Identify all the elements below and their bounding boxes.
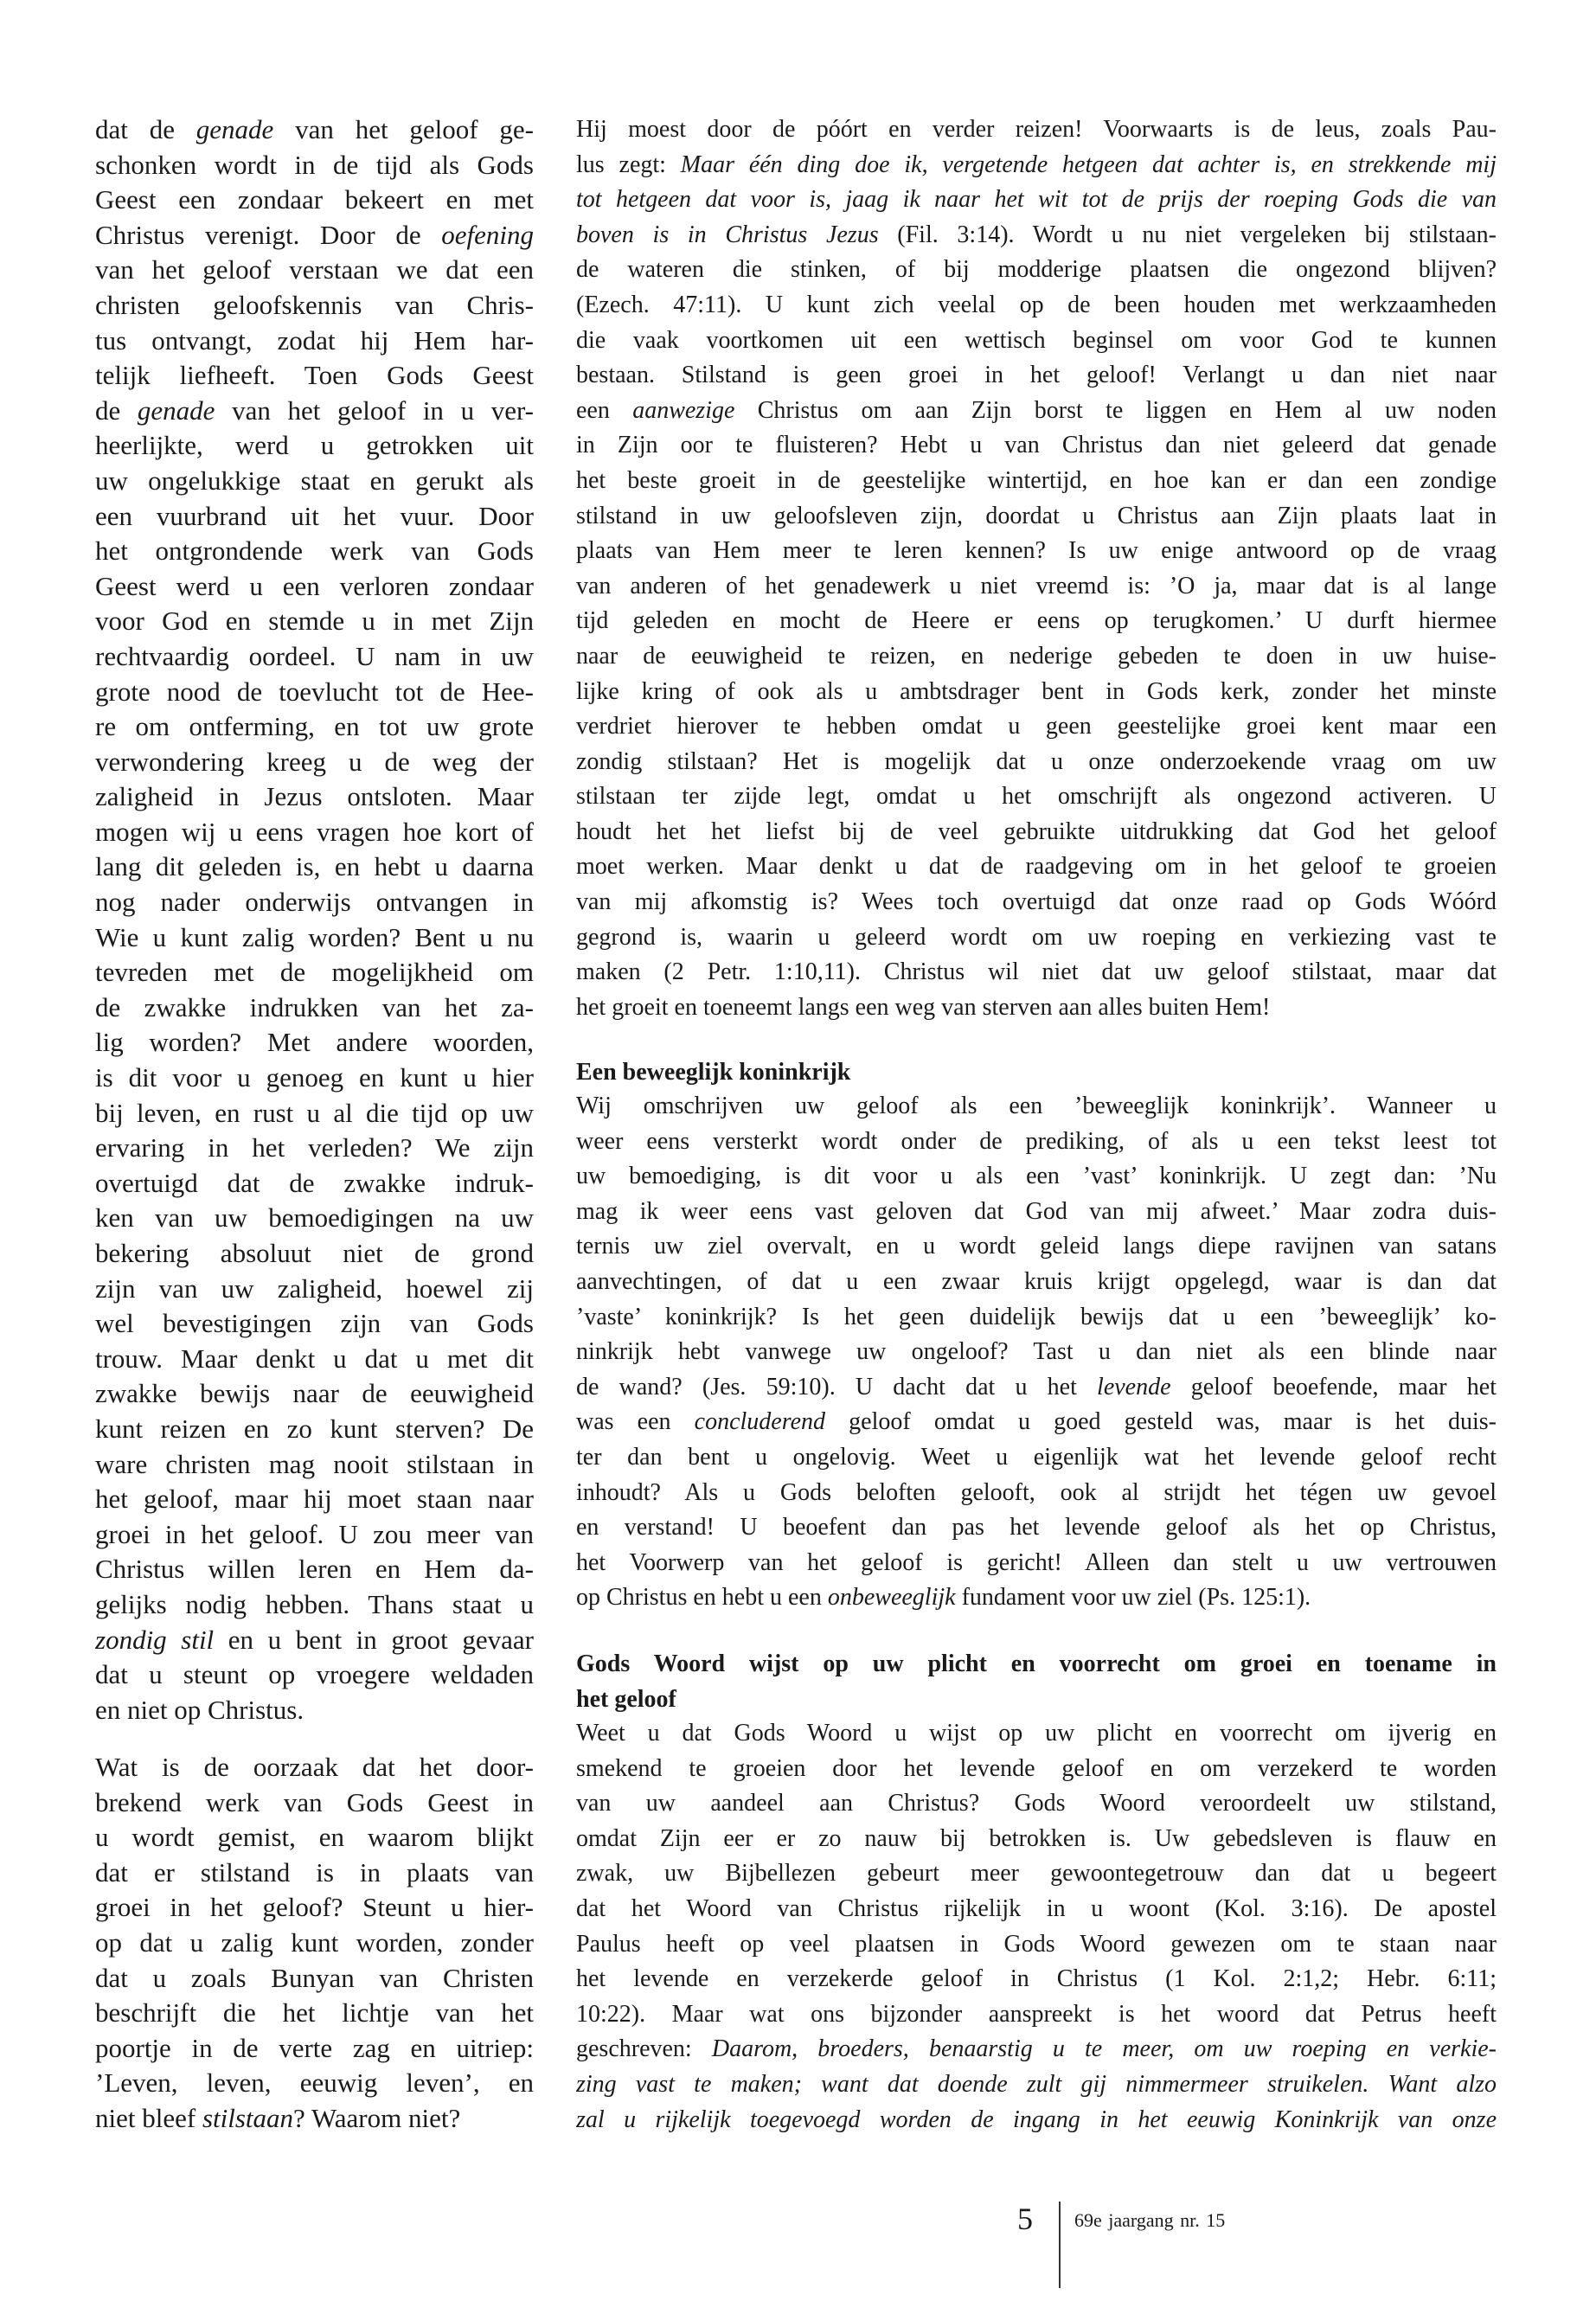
right-column-paragraph-3	[576, 1716, 1497, 2138]
text-line	[95, 569, 534, 605]
text-line	[95, 709, 534, 745]
text-segment: het beste groeit in de geestelijke wintertijd, en hoe kan er dan een zondige	[576, 466, 1497, 494]
text-segment: groei in het geloof. U zou meer van	[95, 1518, 534, 1549]
text-segment: van anderen of het genadewerk u niet vreemd is: ’O ja, maar dat is al lange	[576, 572, 1497, 599]
text-line	[576, 1370, 1497, 1406]
text-segment: Christus willen leren en Hem da-	[95, 1554, 534, 1585]
text-segment: de zwakke indrukken van het za-	[95, 991, 534, 1022]
text-segment: geschreven:	[576, 2035, 712, 2063]
text-segment: (Ezech. 47:11). U kunt zich veelal op de been houden met werkzaamheden	[576, 291, 1497, 318]
text-segment: was een	[576, 1408, 695, 1436]
text-line	[576, 1195, 1497, 1230]
text-segment: dat u steunt op vroegere weldaden	[95, 1659, 534, 1690]
text-line	[576, 534, 1497, 569]
italic-text: concluderend	[694, 1408, 826, 1436]
text-segment: Wie u kunt zalig worden? Bent u nu	[95, 921, 534, 952]
left-column-paragraph-2	[95, 1750, 534, 2137]
text-line	[95, 1166, 534, 1202]
text-segment: Paulus heeft op veel plaatsen in Gods Woord gewezen om te staan naar	[576, 1930, 1497, 1958]
text-segment: Wij omschrijven uw geloof als een ’beweeglijk koninkrijk’. Wanneer u	[576, 1093, 1497, 1119]
text-line	[95, 534, 534, 569]
text-line	[576, 1055, 1497, 1091]
text-segment: maken (2 Petr. 1:10,11). Christus wil niet dat uw geloof stilstaat, maar dat	[576, 958, 1497, 986]
text-line	[95, 1926, 534, 1961]
italic-text: Daarom, broeders, benaarstig u te meer, om uw roeping en verkie-	[711, 2035, 1497, 2063]
text-line	[576, 1476, 1497, 1511]
text-segment: poortje in de verte zag en uitriep:	[95, 2032, 534, 2063]
text-segment: zaligheid in Jezus ontsloten. Maar	[95, 781, 534, 812]
text-line	[576, 1716, 1497, 1752]
text-line	[576, 1510, 1497, 1546]
text-segment: heerlijkte, werd u getrokken uit	[95, 430, 534, 461]
text-line	[576, 1856, 1497, 1892]
text-line	[95, 1996, 534, 2031]
text-line	[95, 1376, 534, 1412]
text-segment: ternis uw ziel overvalt, en u wordt geleid langs diepe ravijnen van satans	[576, 1233, 1497, 1260]
text-line	[576, 639, 1497, 675]
text-segment: ’Leven, leven, eeuwig leven’, en	[95, 2067, 534, 2099]
text-line	[95, 1890, 534, 1926]
text-segment: geloof omdat u goed gesteld was, maar is het duis-	[825, 1408, 1497, 1436]
text-segment: een vuurbrand uit het vuur. Door	[95, 500, 534, 531]
text-segment: mag ik weer eens vast geloven dat God van mij afweet.’ Maar zodra duis-	[576, 1197, 1497, 1225]
text-line	[576, 1647, 1497, 1682]
text-line	[95, 1342, 534, 1377]
text-segment: lang dit geleden is, en hebt u daarna	[95, 851, 534, 882]
italic-text: genade	[137, 394, 215, 426]
italic-text: stilstaan	[202, 2102, 294, 2133]
text-segment: uw bemoediging, is dit voor u als een ’vast’ koninkrijk. U zegt dan: ’Nu	[576, 1163, 1497, 1190]
text-line	[95, 1623, 534, 1658]
text-segment: het Voorwerp van het geloof is gericht! Alleen dan stelt u uw vertrouwen	[576, 1548, 1497, 1576]
right-column-paragraph-1	[576, 112, 1497, 1025]
text-line	[95, 1517, 534, 1553]
text-segment: dat het Woord van Christus rijkelijk in u woont (Kol. 3:16). De apostel	[576, 1894, 1497, 1922]
text-segment: verdriet hierover te hebben omdat u geen geestelijke groei kent maar een	[576, 713, 1497, 740]
text-line	[95, 499, 534, 535]
text-line	[576, 604, 1497, 639]
text-line	[576, 112, 1497, 148]
text-segment: verwondering kreeg u de weg der	[95, 746, 534, 777]
text-line	[95, 1482, 534, 1517]
text-segment: rechtvaardig oordeel. U nam in uw	[95, 640, 534, 671]
text-segment: Christus verenigt. Door de	[95, 219, 442, 250]
text-line	[95, 604, 534, 639]
text-line	[95, 464, 534, 499]
text-line	[95, 885, 534, 920]
text-segment: Weet u dat Gods Woord u wijst op uw plicht en voorrecht om ijverig en	[576, 1720, 1497, 1747]
text-line	[576, 2032, 1497, 2067]
text-line	[95, 358, 534, 394]
text-line	[95, 1447, 534, 1483]
text-line	[576, 148, 1497, 183]
text-line	[95, 1061, 534, 1096]
text-line	[95, 779, 534, 815]
text-segment: beschrijft die het lichtje van het	[95, 1997, 534, 2029]
text-line	[576, 1786, 1497, 1822]
text-segment: Gods Woord wijst op uw plicht en voorrecht om groei en toename in	[576, 1650, 1497, 1677]
text-segment: lus zegt:	[576, 151, 681, 178]
text-line	[576, 358, 1497, 394]
text-line	[95, 1131, 534, 1166]
text-segment: moet werken. Maar denkt u dat de raadgeving om in het geloof te groeien	[576, 853, 1497, 881]
text-line	[576, 1335, 1497, 1370]
text-line	[95, 1856, 534, 1891]
italic-text: zal u rijkelijk toegevoegd worden de ingang in het eeuwig Koninkrijk van onze	[576, 2106, 1497, 2133]
issue-label: 69e jaargang nr. 15	[1074, 2209, 1226, 2231]
text-segment: dat er stilstand is in plaats van	[95, 1856, 534, 1888]
text-segment: ’vaste’ koninkrijk? Is het geen duidelijk bewijs dat u een ’beweeglijk’ ko-	[576, 1303, 1497, 1330]
text-line	[95, 1025, 534, 1061]
text-segment: voor God en stemde u in met Zijn	[95, 606, 534, 637]
text-line	[576, 1265, 1497, 1300]
text-segment: het ontgrondende werk van Gods	[95, 535, 534, 567]
text-segment: bestaan. Stilstand is geen groei in het geloof! Verlangt u dan niet naar	[576, 362, 1497, 389]
text-segment: is dit voor u genoeg en kunt u hier	[95, 1062, 534, 1093]
text-segment: mogen wij u eens vragen hoe kort of	[95, 816, 534, 847]
text-line	[95, 745, 534, 780]
text-segment: gelijks nodig hebben. Thans staat u	[95, 1588, 534, 1619]
text-segment: bij leven, en rust u al die tijd op uw	[95, 1097, 534, 1128]
text-line	[95, 1785, 534, 1821]
text-line	[95, 148, 534, 183]
text-segment: re om ontferming, en tot uw grote	[95, 711, 534, 742]
text-segment: ken van uw bemoedigingen na uw	[95, 1202, 534, 1234]
text-segment: ? Waarom niet?	[293, 2102, 461, 2133]
text-line	[576, 1892, 1497, 1927]
page-number: 5	[1017, 2202, 1033, 2236]
text-line	[576, 1440, 1497, 1476]
text-line	[95, 112, 534, 148]
text-segment: op dat u zalig kunt worden, zonder	[95, 1926, 534, 1958]
text-line	[576, 253, 1497, 288]
text-line	[576, 675, 1497, 710]
text-line	[576, 394, 1497, 429]
text-segment: van uw aandeel aan Christus? Gods Woord veroordeelt uw stilstand,	[576, 1790, 1497, 1817]
text-segment: zijn van uw zaligheid, hoewel zij	[95, 1272, 534, 1304]
text-line	[95, 1820, 534, 1856]
text-line	[576, 1089, 1497, 1125]
text-line	[576, 1962, 1497, 1997]
text-segment: ter dan bent u ongelovig. Weet u eigenlijk wat het levende geloof recht	[576, 1443, 1497, 1471]
italic-text: aanwezige	[632, 396, 735, 424]
text-line	[576, 324, 1497, 359]
text-segment: telijk liefheeft. Toen Gods Geest	[95, 360, 534, 391]
text-line	[576, 464, 1497, 499]
text-segment: Hij moest door de póórt en verder reizen! Voorwaarts is de leus, zoals Pau-	[576, 116, 1497, 143]
italic-text: boven is in Christus Jezus	[576, 221, 879, 248]
text-segment: en verstand! U beoefent dan pas het levende geloof als het op Christus,	[576, 1514, 1497, 1541]
text-segment: uw ongelukkige staat en gerukt als	[95, 465, 534, 496]
text-line	[95, 675, 534, 710]
text-segment: kunt reizen en zo kunt sterven? De	[95, 1413, 534, 1444]
text-line	[576, 990, 1497, 1026]
text-line	[95, 1201, 534, 1236]
text-segment: niet bleef	[95, 2102, 202, 2133]
text-line	[95, 990, 534, 1026]
text-segment: stilstaan ter zijde legt, omdat u het omschrijft als ongezond activeren. U	[576, 783, 1497, 811]
text-segment: weer eens versterkt wordt onder de prediking, of als u een tekst leest tot	[576, 1127, 1497, 1155]
text-segment: dat u zoals Bunyan van Christen	[95, 1962, 534, 1993]
text-line	[576, 1997, 1497, 2033]
text-segment: het levende en verzekerde geloof in Christus (1 Kol. 2:1,2; Hebr. 6:11;	[576, 1965, 1497, 1993]
text-segment: het geloof, maar hij moet staan naar	[95, 1484, 534, 1515]
text-line	[576, 218, 1497, 253]
text-segment: stilstand in uw geloofsleven zijn, doordat u Christus aan Zijn plaats laat in	[576, 502, 1497, 529]
text-line	[95, 1552, 534, 1587]
text-segment: zondig stilstaan? Het is mogelijk dat u onze onderzoekende vraag om uw	[576, 747, 1497, 775]
text-line	[576, 745, 1497, 780]
text-line	[95, 394, 534, 429]
text-line	[95, 324, 534, 359]
text-line	[576, 1682, 1497, 1718]
italic-text: tot hetgeen dat voor is, jaag ik naar het wit tot de prijs der roeping Gods die van	[576, 186, 1497, 214]
text-segment: dat de	[95, 114, 196, 144]
text-line	[95, 955, 534, 990]
text-line	[95, 1693, 534, 1728]
text-segment: Geest een zondaar bekeert en met	[95, 184, 534, 215]
text-segment: Christus om aan Zijn borst te liggen en Hem al uw noden	[734, 396, 1497, 424]
footer-divider	[1059, 2202, 1061, 2288]
text-segment: en niet op Christus.	[95, 1694, 304, 1725]
text-line	[576, 1300, 1497, 1336]
text-segment: ninkrijk hebt vanwege uw ongeloof? Tast u dan niet als een blinde naar	[576, 1338, 1497, 1366]
text-line	[95, 253, 534, 288]
text-segment: en u bent in groot gevaar	[214, 1624, 534, 1655]
text-segment: het geloof	[576, 1685, 676, 1713]
text-line	[95, 1961, 534, 1997]
text-line	[95, 1236, 534, 1272]
text-line	[576, 1752, 1497, 1787]
text-segment: zwak, uw Bijbellezen gebeurt meer gewoontegetrouw dan dat u begeert	[576, 1860, 1497, 1888]
text-segment: een	[576, 396, 633, 424]
text-segment: van het geloof ge-	[273, 114, 534, 144]
text-segment: van het geloof in u ver-	[215, 394, 534, 426]
text-segment: trouw. Maar denkt u dat u met dit	[95, 1343, 534, 1374]
text-line	[95, 1306, 534, 1342]
text-line	[576, 2067, 1497, 2103]
text-segment: u wordt gemist, en waarom blijkt	[95, 1822, 534, 1853]
text-segment: brekend werk van Gods Geest in	[95, 1786, 534, 1817]
text-segment: geloof beoefende, maar het	[1170, 1373, 1497, 1400]
italic-text: zing vast te maken; want dat doende zult gij nimmermeer struikelen. Want alzo	[576, 2070, 1497, 2098]
text-segment: bekering absoluut niet de grond	[95, 1238, 534, 1268]
text-segment: houdt het het liefst bij de veel gebruikte uitdrukking dat God het geloof	[576, 817, 1497, 845]
text-line	[95, 639, 534, 675]
text-segment: aanvechtingen, of dat u een zwaar kruis krijgt opgelegd, waar is dan dat	[576, 1267, 1497, 1295]
text-segment: overtuigd dat de zwakke indruk-	[95, 1167, 534, 1198]
text-line	[576, 1125, 1497, 1160]
text-segment: gegrond is, waarin u geleerd wordt om uw roeping en verkiezing vast te	[576, 923, 1497, 951]
text-segment: de	[95, 394, 138, 426]
text-line	[95, 288, 534, 324]
text-line	[95, 218, 534, 253]
text-line	[576, 1927, 1497, 1963]
text-line	[576, 288, 1497, 324]
italic-text: genade	[195, 114, 274, 144]
text-line	[576, 955, 1497, 990]
text-line	[576, 815, 1497, 850]
italic-text: onbeweeglijk	[827, 1584, 956, 1612]
text-segment: die vaak voortkomen uit een wettisch beginsel om voor God te kunnen	[576, 326, 1497, 354]
text-segment: plaats van Hem meer te leren kennen? Is uw enige antwoord op de vraag	[576, 537, 1497, 565]
text-segment: christen geloofskennis van Chris-	[95, 289, 534, 320]
text-line	[576, 2103, 1497, 2138]
text-segment: tevreden met de mogelijkheid om	[95, 957, 534, 988]
italic-text: oefening	[441, 219, 534, 250]
text-segment: Wat is de oorzaak dat het door-	[95, 1752, 534, 1782]
text-segment: naar de eeuwigheid te reizen, en nederige gebeden te doen in uw huise-	[576, 642, 1497, 670]
text-segment: van het geloof verstaan we dat een	[95, 254, 534, 285]
text-segment: van mij afkomstig is? Wees toch overtuigd dat onze raad op Gods Wóórd	[576, 888, 1497, 916]
text-line	[95, 2031, 534, 2067]
section-heading-beweeglijk-koninkrijk	[576, 1055, 1497, 1091]
left-column-paragraph-1	[95, 112, 534, 1727]
text-segment: lijke kring of ook als u ambtsdrager bent in Gods kerk, zonder het minste	[576, 677, 1497, 705]
text-line	[576, 499, 1497, 535]
text-line	[576, 779, 1497, 815]
text-segment: fundament voor uw ziel (Ps. 125:1).	[955, 1584, 1311, 1612]
text-segment: Geest werd u een verloren zondaar	[95, 570, 534, 601]
text-line	[95, 1587, 534, 1623]
italic-text: Maar één ding doe ik, vergetende hetgeen dat achter is, en strekkende mij	[680, 151, 1497, 178]
text-segment: (Fil. 3:14). Wordt u nu niet vergeleken bij stilstaan-	[878, 221, 1497, 248]
text-line	[95, 1412, 534, 1447]
text-segment: 10:22). Maar wat ons bijzonder aanspreekt is het woord dat Petrus heeft	[576, 2000, 1497, 2028]
text-line	[95, 1272, 534, 1307]
right-column-paragraph-2	[576, 1089, 1497, 1616]
text-segment: lig worden? Met andere woorden,	[95, 1027, 534, 1058]
text-line	[95, 428, 534, 464]
text-segment: smekend te groeien door het levende geloof en om verzekerd te worden	[576, 1754, 1497, 1782]
italic-text: levende	[1097, 1373, 1171, 1400]
text-line	[576, 183, 1497, 218]
text-line	[95, 849, 534, 885]
text-segment: schonken wordt in de tijd als Gods	[95, 149, 534, 180]
text-line	[576, 1822, 1497, 1857]
text-segment: tus ontvangt, zodat hij Hem har-	[95, 324, 534, 356]
section-heading-gods-woord	[576, 1647, 1497, 1717]
text-segment: omdat Zijn eer er zo nauw bij betrokken is. Uw gebedsleven is flauw en	[576, 1824, 1497, 1852]
text-line	[576, 920, 1497, 956]
text-segment: in Zijn oor te fluisteren? Hebt u van Christus dan niet geleerd dat genade	[576, 432, 1497, 459]
text-line	[95, 1750, 534, 1785]
text-segment: nog nader onderwijs ontvangen in	[95, 887, 534, 918]
text-line	[95, 2066, 534, 2101]
text-segment: het groeit en toeneemt langs een weg van sterven aan alles buiten Hem!	[576, 993, 1271, 1021]
text-segment: wel bevestigingen zijn van Gods	[95, 1308, 534, 1339]
italic-text: zondig stil	[95, 1624, 215, 1655]
text-segment: ervaring in het verleden? We zijn	[95, 1132, 534, 1163]
text-line	[576, 1159, 1497, 1195]
text-line	[95, 2101, 534, 2137]
text-segment: op Christus en hebt u een	[576, 1584, 828, 1612]
text-line	[576, 885, 1497, 920]
text-segment: Een beweeglijk koninkrijk	[576, 1059, 851, 1086]
text-segment: inhoudt? Als u Gods beloften gelooft, ook al strijdt het tégen uw gevoel	[576, 1478, 1497, 1506]
text-line	[576, 569, 1497, 605]
text-segment: tijd geleden en mocht de Heere er eens op terugkomen.’ U durft hiermee	[576, 607, 1497, 635]
text-segment: zwakke bewijs naar de eeuwigheid	[95, 1378, 534, 1409]
text-line	[95, 183, 534, 218]
text-segment: grote nood de toevlucht tot de Hee-	[95, 676, 534, 707]
text-line	[95, 920, 534, 956]
text-line	[576, 428, 1497, 464]
text-line	[576, 1580, 1497, 1616]
text-segment: ware christen mag nooit stilstaan in	[95, 1448, 534, 1479]
text-line	[576, 849, 1497, 885]
text-segment: de wateren die stinken, of bij modderige plaatsen die ongezond blijven?	[576, 256, 1497, 284]
text-line	[576, 1405, 1497, 1440]
text-line	[576, 709, 1497, 745]
text-line	[95, 1096, 534, 1131]
text-line	[576, 1546, 1497, 1581]
text-line	[95, 815, 534, 850]
text-segment: groei in het geloof? Steunt u hier-	[95, 1892, 534, 1923]
text-line	[95, 1657, 534, 1693]
text-line	[576, 1229, 1497, 1265]
text-segment: de wand? (Jes. 59:10). U dacht dat u het	[576, 1373, 1098, 1400]
